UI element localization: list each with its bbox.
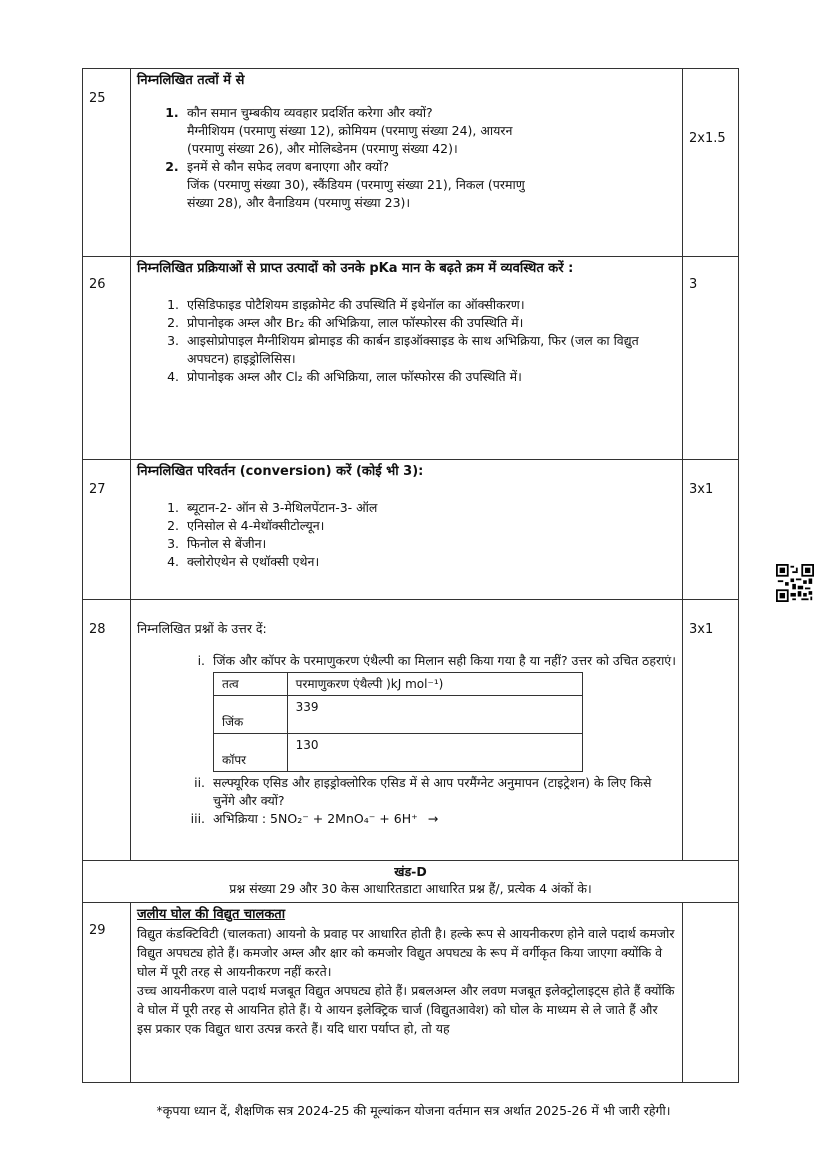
section-title: खंड-D xyxy=(394,864,427,879)
list-item: 2. इनमें से कौन सफेद लवण बनाएगा और क्यों? जिंक (परमाणु संख्या 30), स्कैंडियम (परमाणु संख्या 21), निकल (परमाणु संख्या 28), और वैनाडियम (परमाणु संख्या 23)। xyxy=(183,158,676,212)
list-item: 4. क्लोरोएथेन से एथॉक्सी एथेन। xyxy=(183,553,676,571)
question-items xyxy=(137,104,676,212)
question-heading: जलीय घोल की विद्युत चालकता xyxy=(137,907,286,922)
list-item: iii. अभिक्रिया : 5NO₂⁻ + 2MnO₄⁻ + 6H⁺ → xyxy=(209,810,676,828)
question-marks: 3x1 xyxy=(683,460,739,600)
list-item: 3. आइसोप्रोपाइल मैग्नीशियम ब्रोमाइड की कार्बन डाइऑक्साइड के साथ अभिक्रिया, फिर (जल का विद्युत अपघटन) हाइड्रोलिसिस। xyxy=(183,332,676,368)
question-marks: 2x1.5 xyxy=(683,69,739,257)
question-items xyxy=(137,499,676,571)
section-header xyxy=(83,861,739,903)
question-row-28 xyxy=(83,600,739,861)
section-subtitle: प्रश्न संख्या 29 और 30 केस आधारितडाटा आधारित प्रश्न हैं/, प्रत्येक 4 अंकों के। xyxy=(229,881,592,896)
questions-table xyxy=(82,68,739,1083)
list-item: 3. फिनोल से बेंजीन। xyxy=(183,535,676,553)
section-d-row xyxy=(83,861,739,903)
table-row: कॉपर 130 xyxy=(214,734,583,772)
question-row-26 xyxy=(83,257,739,460)
question-number: 27 xyxy=(83,460,131,600)
list-item: 1. ब्यूटान-2- ऑन से 3-मेथिलपेंटान-3- ऑल xyxy=(183,499,676,517)
question-marks: 3x1 xyxy=(683,600,739,861)
list-item: ii. सल्फ्यूरिक एसिड और हाइड्रोक्लोरिक एसिड में से आप परमैंग्नेट अनुमापन (टाइट्रेशन) के लिए किसे चुनेंगे और क्यों? xyxy=(209,774,676,810)
question-items xyxy=(137,296,676,386)
footer-note: *कृपया ध्यान दें, शैक्षणिक सत्र 2024-25 की मूल्यांकन योजना वर्तमान सत्र अर्थात 2025-26 में भी जारी रहेगी। xyxy=(156,1103,671,1118)
question-row-29 xyxy=(83,903,739,1083)
question-body xyxy=(131,600,683,861)
question-body xyxy=(131,903,683,1083)
question-body xyxy=(131,257,683,460)
question-heading: निम्नलिखित तत्वों में से xyxy=(137,73,245,88)
list-item: 1. कौन समान चुम्बकीय व्यवहार प्रदर्शित करेगा और क्यों? मैग्नीशियम (परमाणु संख्या 12), क्रोमियम (परमाणु संख्या 24), आयरन (परमाणु संख्या 26), और मोलिब्डेनम (परमाणु संख्या 42)। xyxy=(183,104,676,158)
list-item: 1. एसिडिफाइड पोटैशियम डाइक्रोमेट की उपस्थिति में इथेनॉल का ऑक्सीकरण। xyxy=(183,296,676,314)
list-item: 2. प्रोपानोइक अम्ल और Br₂ की अभिक्रिया, लाल फॉस्फोरस की उपस्थिति में। xyxy=(183,314,676,332)
question-number: 28 xyxy=(83,600,131,861)
table-row: तत्व परमाणुकरण एंथैल्पी )kJ mol⁻¹) xyxy=(214,673,583,696)
passage-paragraph: उच्च आयनीकरण वाले पदार्थ मजबूत विद्युत अपघट्य होते हैं। प्रबलअम्ल और लवण मजबूत इलेक्ट्रोलाइट्स होते हैं क्योंकि वे घोल में पूरी तरह से आयनित होते हैं। ये आयन इलेक्ट्रिक चार्ज (विद्युतआवेश) को घोल के माध्यम से ले जाते हैं और इस प्रकार एक विद्युत धारा उत्पन्न करते हैं। यदि धारा पर्याप्त हो, तो यह xyxy=(137,983,675,1036)
list-item: i. जिंक और कॉपर के परमाणुकरण एंथैल्पी का मिलान सही किया गया है या नहीं? उत्तर को उचित ठहराएं। तत्व परमाणुकरण एंथैल्पी )kJ mol⁻¹) जिंक 339 कॉपर 130 xyxy=(209,652,676,772)
question-number: 29 xyxy=(83,903,131,1083)
passage-paragraph: विद्युत कंडक्टिविटी (चालकता) आयनो के प्रवाह पर आधारित होती है। हल्के रूप से आयनीकरण होने वाले पदार्थ कमजोर विद्युत अपघट्य होते हैं। कमजोर अम्ल और क्षार को कमजोर विद्युत अपघट्य के रूप में वर्गीकृत किया जाएगा क्योंकि वे घोल में पूरी तरह से आयनीकरण नहीं करते। xyxy=(137,926,675,979)
question-heading: निम्नलिखित प्रश्नों के उत्तर दें: xyxy=(137,621,267,636)
table-row: जिंक 339 xyxy=(214,696,583,734)
question-row-25 xyxy=(83,69,739,257)
question-body xyxy=(131,69,683,257)
question-number: 26 xyxy=(83,257,131,460)
question-marks: 3 xyxy=(683,257,739,460)
question-row-27 xyxy=(83,460,739,600)
list-item: 4. प्रोपानोइक अम्ल और Cl₂ की अभिक्रिया, लाल फॉस्फोरस की उपस्थिति में। xyxy=(183,368,676,386)
question-heading: निम्नलिखित परिवर्तन (conversion) करें (कोई भी 3): xyxy=(137,464,424,479)
list-item: 2. एनिसोल से 4-मेथॉक्सीटोल्यून। xyxy=(183,517,676,535)
enthalpy-table xyxy=(213,672,583,772)
question-body xyxy=(131,460,683,600)
question-marks xyxy=(683,903,739,1083)
question-items xyxy=(137,652,676,828)
qr-code-icon xyxy=(776,564,814,602)
question-number: 25 xyxy=(83,69,131,257)
question-heading: निम्नलिखित प्रक्रियाओं से प्राप्त उत्पादों को उनके pKa मान के बढ़ते क्रम में व्यवस्थित करें : xyxy=(137,261,574,276)
